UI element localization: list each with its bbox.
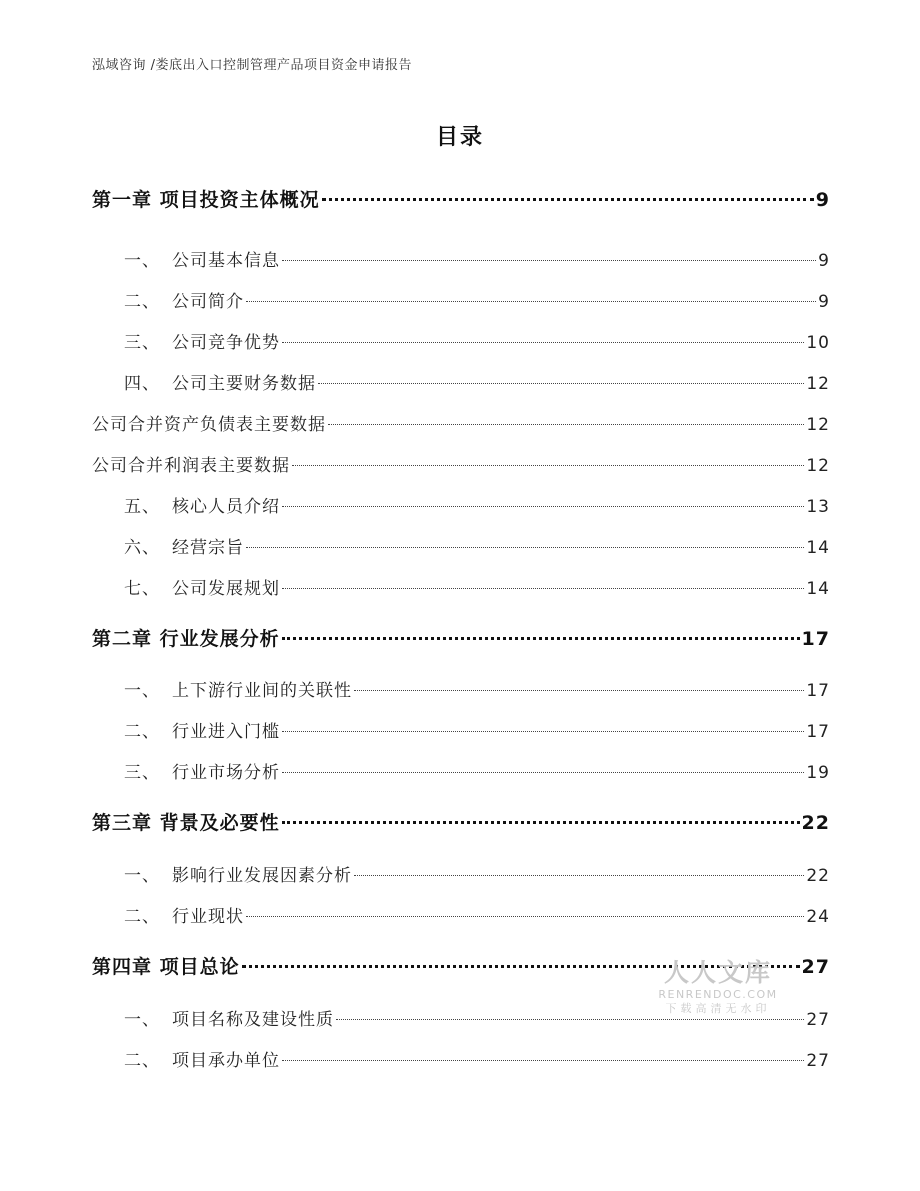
toc-entry-label — [92, 410, 326, 435]
toc-dot-leader — [282, 1060, 804, 1061]
toc-entry-row[interactable] — [92, 410, 830, 435]
toc-dot-leader — [246, 916, 804, 917]
toc-entry-number: 二、 — [124, 907, 160, 927]
toc-entry-row[interactable] — [92, 902, 830, 927]
toc-dot-leader — [282, 731, 804, 732]
toc-entry-row[interactable] — [92, 533, 830, 558]
toc-entry-text: 影响行业发展因素分析 — [172, 866, 352, 886]
toc-entry-number: 一、 — [124, 1010, 160, 1030]
toc-entry-text: 第一章 项目投资主体概况 — [92, 189, 320, 211]
toc-entry-row[interactable] — [92, 758, 830, 783]
toc-entry-number: 五、 — [124, 497, 160, 517]
toc-dot-leader — [282, 506, 804, 507]
toc-entry-row[interactable] — [92, 369, 830, 394]
toc-entry-label — [124, 369, 316, 394]
toc-entry-label — [124, 1046, 280, 1071]
toc-dot-leader — [282, 637, 800, 640]
toc-page-number: 12 — [806, 415, 830, 435]
toc-entry-label — [124, 287, 244, 312]
toc-page-number: 27 — [801, 956, 830, 978]
toc-entry-label — [124, 717, 280, 742]
toc-dot-leader — [282, 342, 804, 343]
toc-dot-leader — [322, 198, 814, 201]
toc-entry-text: 行业现状 — [172, 907, 244, 927]
toc-entry-row[interactable] — [92, 717, 830, 742]
toc-page-number: 17 — [806, 681, 830, 701]
toc-page-number: 22 — [806, 866, 830, 886]
toc-entry-label — [124, 533, 244, 558]
page-header: 泓域咨询 /娄底出入口控制管理产品项目资金申请报告 — [92, 58, 413, 73]
toc-entry-row[interactable] — [92, 246, 830, 271]
toc-entry-number: 三、 — [124, 763, 160, 783]
toc-chapter-row[interactable] — [92, 185, 830, 212]
toc-entry-text: 上下游行业间的关联性 — [172, 681, 352, 701]
toc-entry-number: 一、 — [124, 251, 160, 271]
toc-entry-text: 第四章 项目总论 — [92, 956, 240, 978]
toc-entry-label — [124, 492, 280, 517]
toc-entry-label — [92, 952, 240, 979]
toc-dot-leader — [282, 821, 800, 824]
toc-page-number: 13 — [806, 497, 830, 517]
toc-page-number: 9 — [818, 292, 830, 312]
toc-entry-text: 公司合并资产负债表主要数据 — [92, 415, 326, 435]
toc-page-number: 27 — [806, 1051, 830, 1071]
toc-entry-number: 六、 — [124, 538, 160, 558]
watermark-tagline-text: 下载高清无水印 — [665, 1002, 771, 1015]
toc-entry-number: 二、 — [124, 292, 160, 312]
toc-entry-label — [92, 451, 290, 476]
toc-entry-number: 二、 — [124, 1051, 160, 1071]
toc-dot-leader — [282, 772, 804, 773]
toc-entry-label — [124, 574, 280, 599]
toc-entry-label — [92, 185, 320, 212]
toc-entry-text: 公司简介 — [172, 292, 244, 312]
toc-entry-text: 核心人员介绍 — [172, 497, 280, 517]
toc-entry-label — [124, 328, 280, 353]
toc-entry-number: 一、 — [124, 866, 160, 886]
toc-page-number: 14 — [806, 579, 830, 599]
toc-entry-row[interactable] — [92, 451, 830, 476]
toc-entry-row[interactable] — [92, 861, 830, 886]
toc-entry-text: 公司主要财务数据 — [172, 374, 316, 394]
toc-dot-leader — [282, 588, 804, 589]
toc-entry-number: 二、 — [124, 722, 160, 742]
toc-chapter-row[interactable] — [92, 808, 830, 835]
toc-entry-label — [124, 676, 352, 701]
toc-entry-text: 第二章 行业发展分析 — [92, 628, 280, 650]
toc-dot-leader — [282, 260, 816, 261]
toc-page-number: 9 — [815, 189, 830, 211]
toc-page-number: 27 — [806, 1010, 830, 1030]
toc-dot-leader — [336, 1019, 804, 1020]
toc-entry-text: 经营宗旨 — [172, 538, 244, 558]
toc-dot-leader — [318, 383, 804, 384]
toc-entry-text: 项目名称及建设性质 — [172, 1010, 334, 1030]
toc-entry-label — [124, 861, 352, 886]
toc-entry-text: 行业进入门槛 — [172, 722, 280, 742]
toc-page-number: 14 — [806, 538, 830, 558]
toc-dot-leader — [354, 875, 804, 876]
toc-entry-row[interactable] — [92, 574, 830, 599]
toc-chapter-row[interactable] — [92, 624, 830, 651]
toc-entry-number: 四、 — [124, 374, 160, 394]
toc-entry-row[interactable] — [92, 676, 830, 701]
toc-entry-row[interactable] — [92, 492, 830, 517]
toc-dot-leader — [354, 690, 804, 691]
toc-page-number: 12 — [806, 374, 830, 394]
toc-dot-leader — [246, 301, 816, 302]
toc-page-number: 22 — [801, 812, 830, 834]
toc-entry-number: 三、 — [124, 333, 160, 353]
toc-entry-text: 项目承办单位 — [172, 1051, 280, 1071]
toc-entry-label — [92, 624, 280, 651]
toc-entry-row[interactable] — [92, 1046, 830, 1071]
watermark-domain-text: RENRENDOC.COM — [658, 988, 778, 1001]
toc-page-number: 10 — [806, 333, 830, 353]
page-title: 目录 — [435, 125, 484, 150]
toc-entry-label — [124, 1005, 334, 1030]
toc-entry-label — [92, 808, 280, 835]
toc-entry-text: 行业市场分析 — [172, 763, 280, 783]
toc-page-number: 24 — [806, 907, 830, 927]
toc-page-number: 9 — [818, 251, 830, 271]
toc-entry-number: 七、 — [124, 579, 160, 599]
toc-dot-leader — [246, 547, 804, 548]
toc-page-number: 19 — [806, 763, 830, 783]
watermark-logo — [648, 958, 788, 1016]
toc-page-number: 17 — [806, 722, 830, 742]
toc-entry-text: 公司基本信息 — [172, 251, 280, 271]
toc-page-number: 17 — [801, 628, 830, 650]
toc-entry-text: 公司发展规划 — [172, 579, 280, 599]
toc-entry-row[interactable] — [92, 328, 830, 353]
toc-entry-label — [124, 758, 280, 783]
toc-entry-number: 一、 — [124, 681, 160, 701]
toc-entry-text: 公司合并利润表主要数据 — [92, 456, 290, 476]
toc-entry-text: 公司竞争优势 — [172, 333, 280, 353]
toc-entry-row[interactable] — [92, 287, 830, 312]
toc-dot-leader — [292, 465, 804, 466]
watermark-main-text: 人人文库 — [663, 958, 772, 987]
toc-entry-label — [124, 902, 244, 927]
toc-entry-text: 第三章 背景及必要性 — [92, 812, 280, 834]
toc-page-number: 12 — [806, 456, 830, 476]
toc-dot-leader — [328, 424, 804, 425]
toc-entry-label — [124, 246, 280, 271]
